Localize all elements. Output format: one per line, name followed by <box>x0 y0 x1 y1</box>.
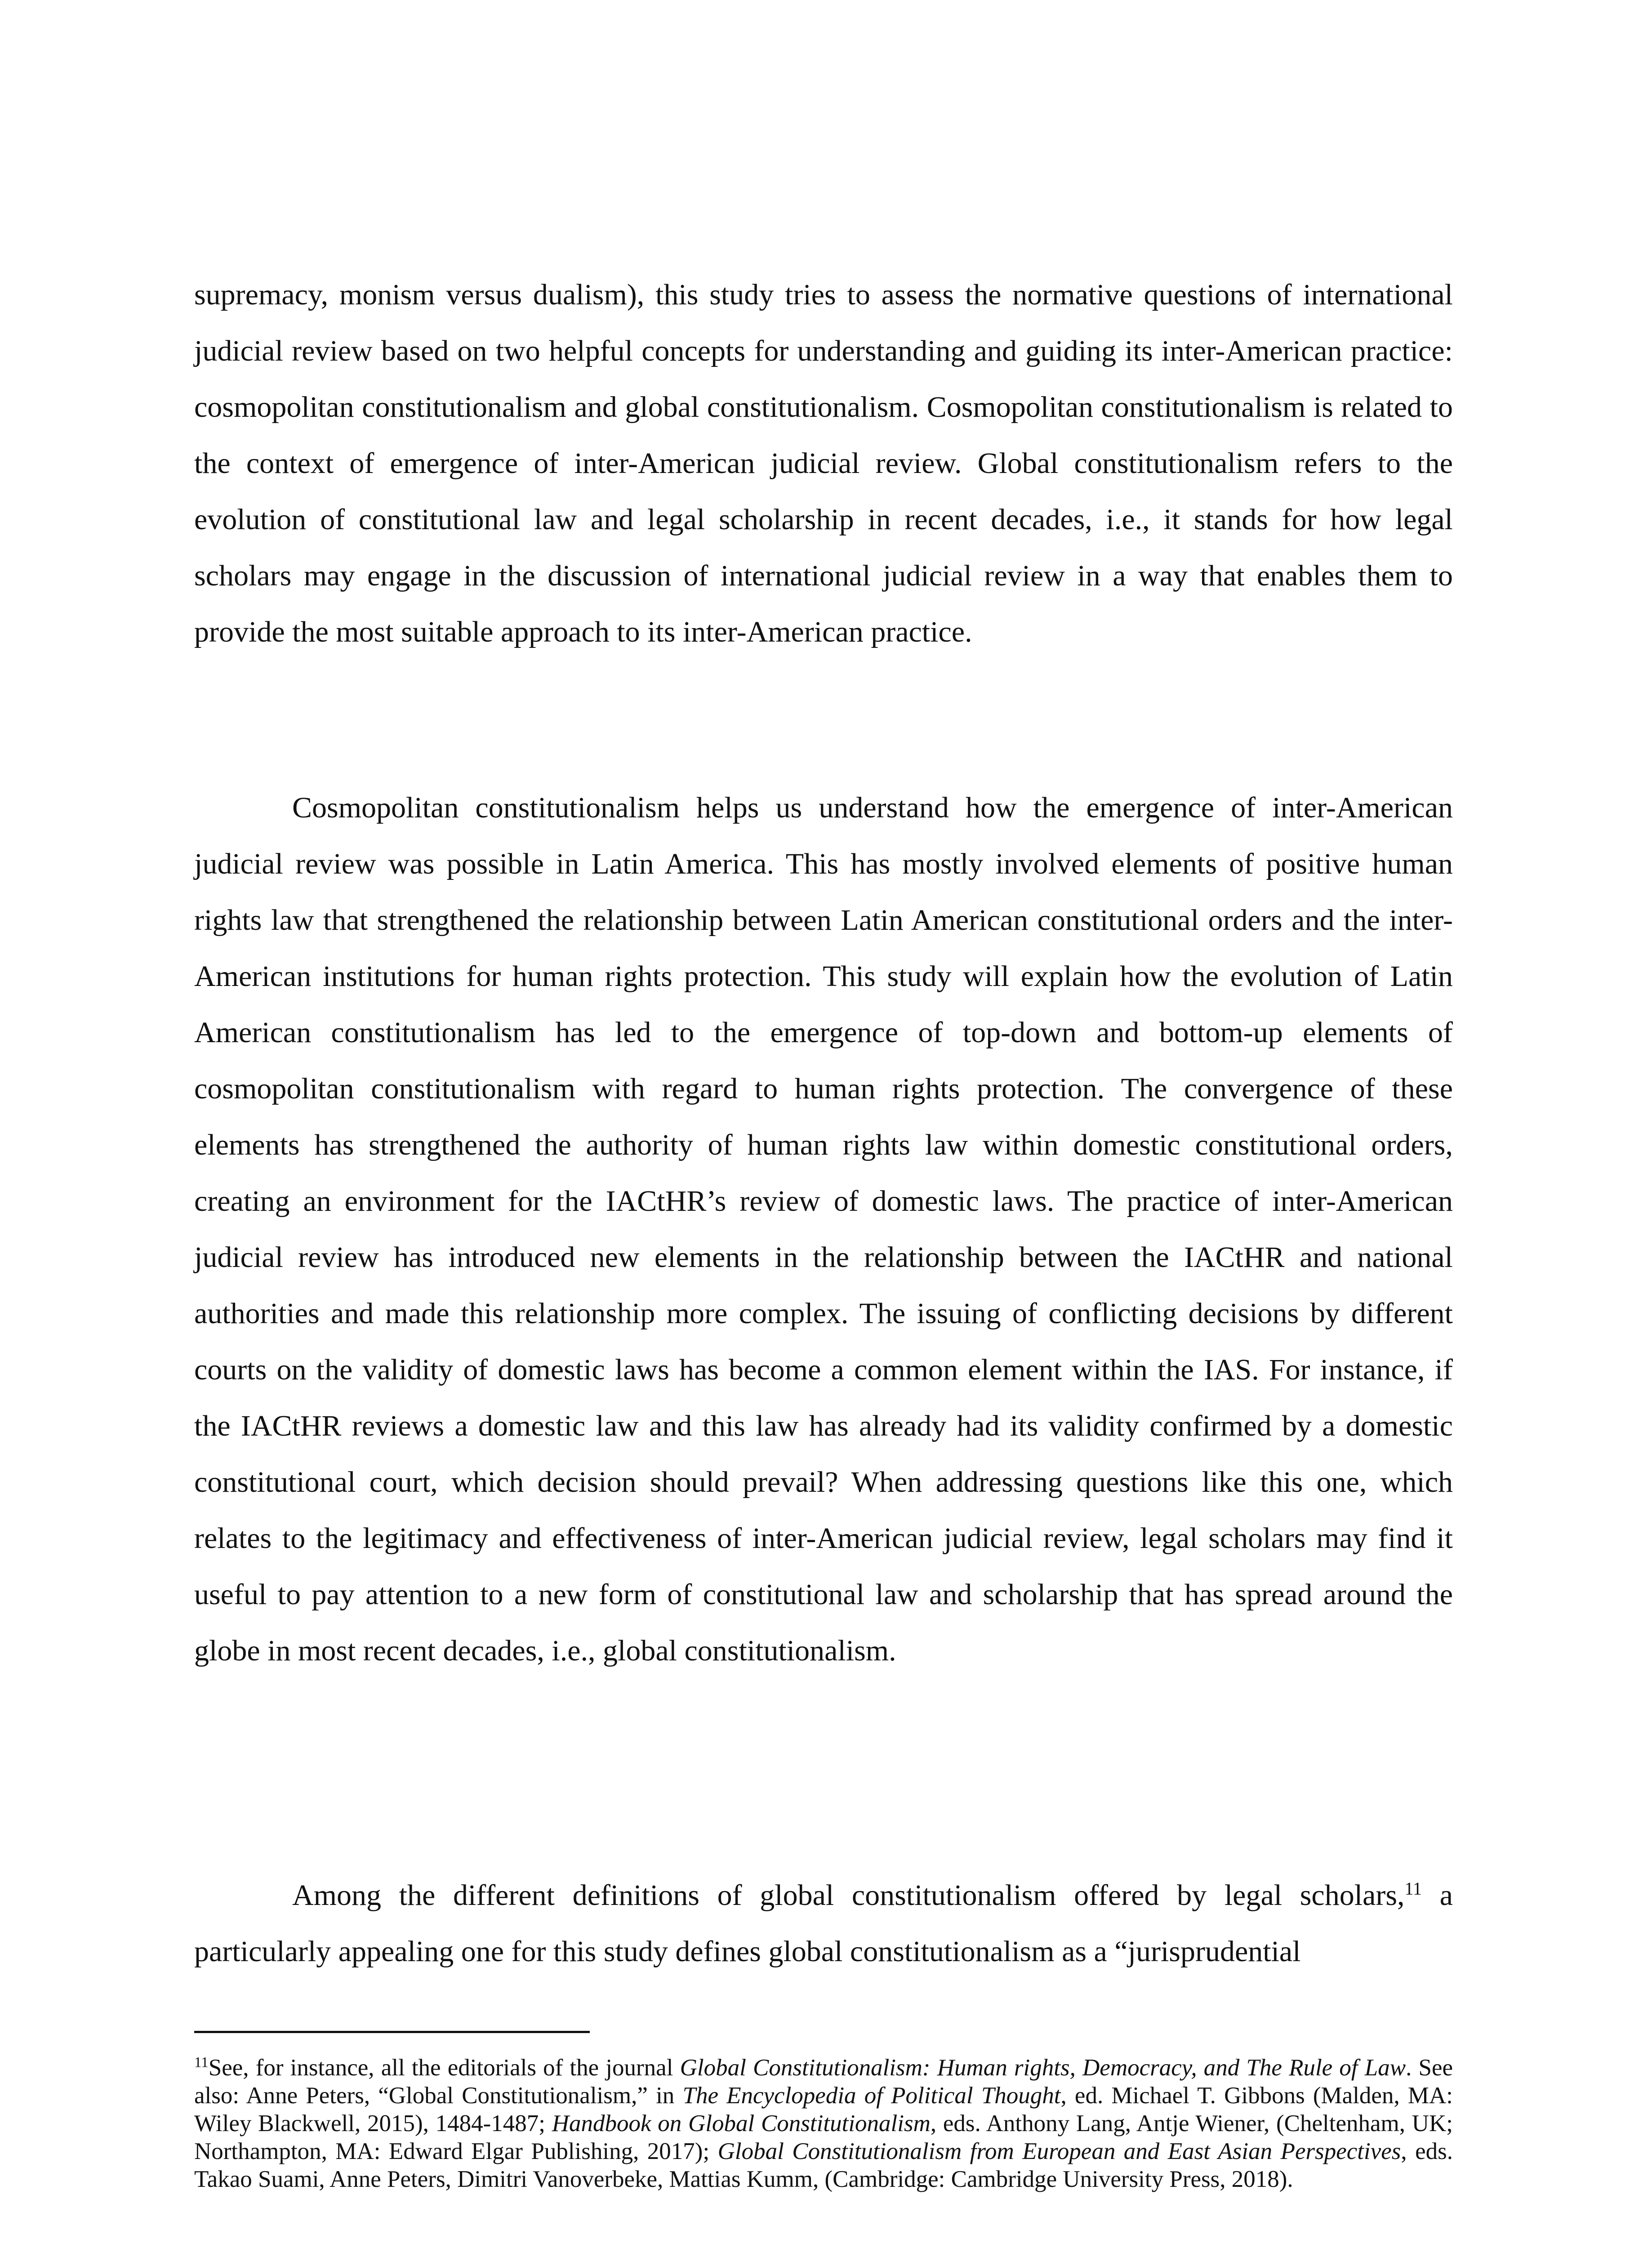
footnote-marker: 11 <box>194 2054 209 2071</box>
footnote-separator <box>194 2031 590 2033</box>
footnote-text-5: , eds. Takao Suami, Anne Peters, Dimitri Vanoverbeke, Mattias Kumm, (Cambridge: Cambridge University Press, 2018). <box>194 2138 1453 2192</box>
footnote-encyclopedia-title: The Encyclopedia of Political Thought <box>682 2083 1061 2109</box>
body-paragraph-2: Cosmopolitan constitutionalism helps us understand how the emergence of inter-American judicial review was possible in Latin America. This has mostly involved elements of positive human rights law that strengthened the relationship between Latin American constitutional orders and the inter-American institutions for human rights protection. This study will explain how the evolution of Latin American constitutionalism has led to the emergence of top-down and bottom-up elements of cosmopolitan constitutionalism with regard to human rights protection. The convergence of these elements has strengthened the authority of human rights law within domestic constitutional orders, creating an environment for the IACtHR’s review of domestic laws. The practice of inter-American judicial review has introduced new elements in the relationship between the IACtHR and national authorities and made this relationship more complex. The issuing of conflicting decisions by different courts on the validity of domestic laws has become a common element within the IAS. For instance, if the IACtHR reviews a domestic law and this law has already had its validity confirmed by a domestic constitutional court, which decision should prevail? When addressing questions like this one, which relates to the legitimacy and effectiveness of inter-American judicial review, legal scholars may find it useful to pay attention to a new form of constitutional law and scholarship that has spread around the globe in most recent decades, i.e., global constitutionalism. <box>194 791 1453 1667</box>
footnote-text-2: . See also: Anne Peters, “Global Constitutionalism,” in <box>194 2055 1453 2109</box>
body-paragraph-1: supremacy, monism versus dualism), this study tries to assess the normative questions of international judicial review based on two helpful concepts for understanding and guiding its inter-American practice: cosmopolitan constitutionalism and global constitutionalism. Cosmopolitan constitutionalism is related to the context of emergence of inter-American judicial review. Global constitutionalism refers to the evolution of constitutional law and legal scholarship in recent decades, i.e., it stands for how legal scholars may engage in the discussion of international judicial review in a way that enables them to provide the most suitable approach to its inter-American practice. <box>194 278 1453 648</box>
footnote-journal-title: Global Constitutionalism: Human rights, Democracy, and The Rule of Law <box>680 2055 1406 2081</box>
footnote-book-title: Global Constitutionalism from European and East Asian Perspectives <box>717 2138 1401 2164</box>
paragraph-3-continuation: a particularly appealing one for this study defines global constitutionalism as a “jurisprudential <box>194 1879 1453 1968</box>
footnote-handbook-title: Handbook on Global Constitutionalism <box>552 2110 931 2136</box>
footnote-reference-11[interactable]: 11 <box>1404 1878 1422 1899</box>
footnote-text-1: See, for instance, all the editorials of the journal <box>208 2055 680 2081</box>
footnote-text-4: , eds. Anthony Lang, Antje Wiener, (Cheltenham, UK; Northampton, MA: Edward Elgar Publishing, 2017); <box>194 2110 1453 2164</box>
paragraph-3-lead: Among the different definitions of global constitutionalism offered by legal scholars, <box>292 1879 1405 1912</box>
body-paragraph-3 <box>194 1867 1453 1980</box>
footnote-11 <box>194 2054 1453 2193</box>
footnote-text-3: , ed. Michael T. Gibbons (Malden, MA: Wiley Blackwell, 2015), 1484-1487; <box>194 2083 1453 2136</box>
